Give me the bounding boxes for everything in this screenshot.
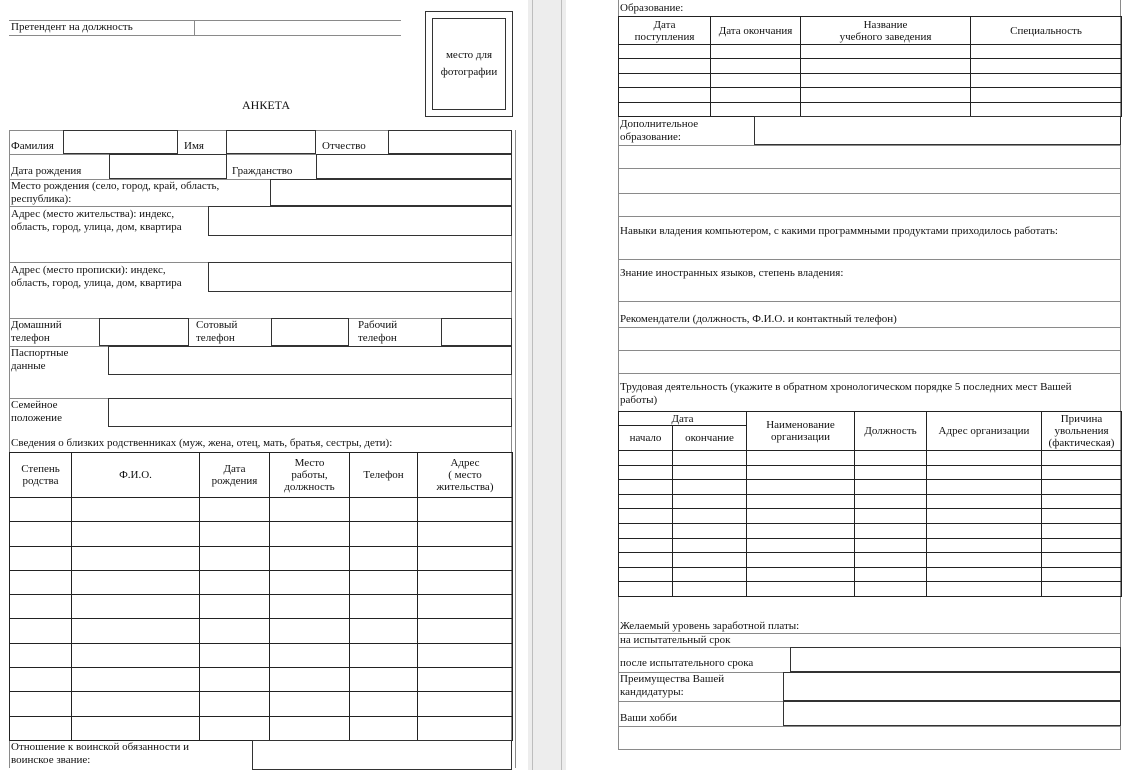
table-cell[interactable]: [673, 582, 747, 597]
applicant-field[interactable]: [195, 21, 400, 35]
table-cell[interactable]: [619, 480, 673, 495]
table-cell[interactable]: [801, 59, 971, 73]
table-cell[interactable]: [619, 567, 673, 582]
additional-education-label: Дополнительное образование:: [620, 118, 699, 143]
additional-education-line4[interactable]: [619, 194, 1120, 216]
table-cell[interactable]: [270, 595, 350, 619]
marital-status-field[interactable]: [108, 398, 512, 427]
table-cell[interactable]: [673, 451, 747, 466]
work-header-address: Адрес организации: [938, 425, 1030, 437]
education-table-body: [619, 45, 1122, 117]
table-cell[interactable]: [200, 692, 270, 716]
table-cell[interactable]: [10, 619, 72, 643]
relatives-header-birthdate: Дата рождения: [211, 463, 258, 487]
photo-placeholder: место для фотографии: [432, 18, 506, 110]
computer-skills-label: Навыки владения компьютером, с какими программными продуктами приходилось работать:: [620, 225, 1058, 237]
table-cell[interactable]: [200, 619, 270, 643]
languages-label: Знание иностранных языков, степень владения:: [620, 267, 844, 279]
table-cell[interactable]: [270, 716, 350, 740]
row-divider: [9, 318, 512, 319]
table-cell[interactable]: [971, 102, 1122, 116]
table-cell[interactable]: [927, 494, 1042, 509]
work-header-cell: [673, 426, 747, 451]
work-header-date-label: Дата: [671, 412, 694, 425]
table-cell[interactable]: [711, 102, 801, 116]
table-cell[interactable]: [350, 692, 418, 716]
relatives-table-row: [10, 570, 513, 594]
additional-education-field[interactable]: [754, 116, 1121, 145]
table-cell[interactable]: [1042, 553, 1122, 568]
relatives-header-cell: [418, 453, 513, 498]
table-cell[interactable]: [270, 570, 350, 594]
table-cell[interactable]: [72, 643, 200, 667]
advantages-label: Преимущества Вашей кандидатуры:: [620, 673, 725, 698]
passport-label: Паспортные данные: [11, 347, 69, 372]
table-cell[interactable]: [801, 88, 971, 102]
table-cell[interactable]: [10, 522, 72, 546]
table-cell[interactable]: [10, 546, 72, 570]
table-cell[interactable]: [619, 465, 673, 480]
table-cell[interactable]: [72, 546, 200, 570]
table-cell[interactable]: [927, 553, 1042, 568]
additional-education-line3[interactable]: [619, 169, 1120, 193]
table-cell[interactable]: [927, 523, 1042, 538]
table-cell[interactable]: [270, 668, 350, 692]
table-cell[interactable]: [200, 668, 270, 692]
table-cell[interactable]: [10, 668, 72, 692]
languages-field[interactable]: [619, 281, 1120, 301]
table-cell[interactable]: [10, 692, 72, 716]
education-table-header: [619, 17, 1122, 45]
table-cell[interactable]: [971, 45, 1122, 59]
table-cell[interactable]: [350, 570, 418, 594]
education-label: Образование:: [620, 2, 684, 14]
form-title: АНКЕТА: [242, 98, 291, 112]
work-header-end: окончание: [685, 432, 734, 444]
table-cell[interactable]: [418, 643, 513, 667]
table-cell[interactable]: [747, 465, 855, 480]
table-cell[interactable]: [1042, 567, 1122, 582]
table-cell[interactable]: [927, 465, 1042, 480]
mobile-phone-field[interactable]: [271, 318, 349, 346]
table-cell[interactable]: [350, 643, 418, 667]
table-cell[interactable]: [801, 102, 971, 116]
probation-label: на испытательный срок: [620, 634, 731, 646]
relatives-table-row: [10, 595, 513, 619]
relatives-table-row: [10, 668, 513, 692]
table-cell[interactable]: [855, 509, 927, 524]
additional-education-line2[interactable]: [619, 146, 1120, 168]
table-cell[interactable]: [747, 480, 855, 495]
form-right-shadow: [515, 130, 516, 768]
advantages-field[interactable]: [783, 672, 1121, 701]
table-cell[interactable]: [350, 668, 418, 692]
computer-skills-field[interactable]: [619, 239, 1120, 259]
row-divider: [618, 259, 1121, 260]
home-phone-label: Домашний телефон: [11, 319, 62, 344]
table-cell[interactable]: [10, 570, 72, 594]
table-cell[interactable]: [855, 494, 927, 509]
address-registration-label: Адрес (место прописки): индекс, область, город, улица, дом, квартира: [11, 264, 182, 289]
address-registration-field-line2[interactable]: [10, 293, 511, 318]
table-cell[interactable]: [200, 570, 270, 594]
table-cell[interactable]: [855, 480, 927, 495]
work-history-table-body: [619, 451, 1122, 597]
relatives-table-row: [10, 692, 513, 716]
photo-frame: [425, 11, 513, 117]
work-history-table-row: [619, 567, 1122, 582]
patronymic-label: Отчество: [322, 140, 366, 152]
table-cell[interactable]: [350, 619, 418, 643]
relatives-header-cell: [10, 453, 72, 498]
applicant-label: Претендент на должность: [11, 21, 133, 33]
table-cell[interactable]: [72, 668, 200, 692]
table-cell[interactable]: [72, 522, 200, 546]
table-cell[interactable]: [350, 522, 418, 546]
relatives-header-cell: [200, 453, 270, 498]
table-cell[interactable]: [855, 465, 927, 480]
work-history-table-row: [619, 538, 1122, 553]
education-table-row: [619, 102, 1122, 116]
table-cell[interactable]: [971, 73, 1122, 87]
table-cell[interactable]: [200, 595, 270, 619]
table-cell[interactable]: [418, 595, 513, 619]
address-residence-label: Адрес (место жительства): индекс, область, город, улица, дом, квартира: [11, 208, 182, 233]
name-label: Имя: [184, 140, 204, 152]
passport-field-line2[interactable]: [10, 376, 511, 398]
work-header-date: [619, 412, 747, 426]
military-label: Отношение к воинской обязанности и воинское звание:: [11, 741, 190, 766]
work-history-table: [618, 411, 1122, 597]
education-table-row: [619, 45, 1122, 59]
table-cell[interactable]: [747, 509, 855, 524]
table-cell[interactable]: [10, 498, 72, 522]
education-header-cell: [971, 17, 1122, 45]
table-cell[interactable]: [619, 523, 673, 538]
address-residence-field-line2[interactable]: [10, 237, 511, 262]
table-cell[interactable]: [619, 494, 673, 509]
table-cell[interactable]: [801, 73, 971, 87]
table-cell[interactable]: [619, 102, 711, 116]
mobile-phone-label: Сотовый телефон: [196, 319, 238, 344]
work-header-reason: Причина увольнения (фактическая): [1048, 413, 1115, 449]
probation-salary-field[interactable]: [790, 634, 1120, 647]
table-cell[interactable]: [270, 692, 350, 716]
surname-label: Фамилия: [11, 140, 54, 152]
table-cell[interactable]: [619, 553, 673, 568]
table-cell[interactable]: [855, 451, 927, 466]
relatives-label: Сведения о близких родственниках (муж, жена, отец, мать, братья, сестры, дети):: [11, 437, 393, 449]
education-header-start: Дата поступления: [634, 18, 695, 43]
table-cell[interactable]: [747, 582, 855, 597]
name-field[interactable]: [226, 130, 316, 154]
table-cell[interactable]: [619, 451, 673, 466]
table-cell[interactable]: [270, 498, 350, 522]
table-cell[interactable]: [350, 595, 418, 619]
table-cell[interactable]: [1042, 465, 1122, 480]
birth-date-field[interactable]: [109, 154, 227, 179]
table-cell[interactable]: [619, 582, 673, 597]
row-divider: [618, 373, 1121, 374]
after-probation-salary-field[interactable]: [790, 647, 1121, 672]
table-cell[interactable]: [673, 523, 747, 538]
table-cell[interactable]: [927, 582, 1042, 597]
work-phone-label: Рабочий телефон: [358, 319, 398, 344]
table-cell[interactable]: [927, 480, 1042, 495]
work-header-position: Должность: [864, 425, 917, 437]
table-cell[interactable]: [619, 59, 711, 73]
table-cell[interactable]: [418, 692, 513, 716]
table-cell[interactable]: [747, 451, 855, 466]
table-cell[interactable]: [350, 498, 418, 522]
table-cell[interactable]: [855, 538, 927, 553]
table-cell[interactable]: [747, 538, 855, 553]
table-cell[interactable]: [72, 692, 200, 716]
education-header-specialty: Специальность: [1010, 24, 1082, 37]
address-residence-field[interactable]: [208, 206, 512, 236]
education-table-row: [619, 59, 1122, 73]
table-cell[interactable]: [711, 45, 801, 59]
table-cell[interactable]: [927, 509, 1042, 524]
table-cell[interactable]: [200, 522, 270, 546]
education-header-end: Дата окончания: [718, 24, 793, 37]
table-cell[interactable]: [1042, 451, 1122, 466]
table-cell[interactable]: [673, 465, 747, 480]
education-table-row: [619, 88, 1122, 102]
education-header-cell: [711, 17, 801, 45]
relatives-table-row: [10, 522, 513, 546]
references-field-1[interactable]: [619, 328, 1120, 350]
citizenship-field[interactable]: [316, 154, 512, 179]
relatives-table-header: [10, 453, 513, 498]
relatives-table-row: [10, 619, 513, 643]
work-history-table-row: [619, 582, 1122, 597]
references-field-2[interactable]: [619, 351, 1120, 373]
table-cell[interactable]: [270, 643, 350, 667]
hobbies-field-line2[interactable]: [619, 727, 1120, 749]
passport-field[interactable]: [108, 346, 512, 375]
form-page-1: [0, 0, 528, 770]
table-cell[interactable]: [673, 567, 747, 582]
relatives-table-row: [10, 546, 513, 570]
relatives-table-row: [10, 498, 513, 522]
hobbies-label: Ваши хобби: [620, 712, 677, 724]
birth-date-label: Дата рождения: [11, 165, 82, 177]
table-cell[interactable]: [747, 494, 855, 509]
table-cell[interactable]: [270, 522, 350, 546]
table-cell[interactable]: [418, 570, 513, 594]
relatives-table-row: [10, 716, 513, 740]
work-phone-field[interactable]: [441, 318, 512, 346]
table-cell[interactable]: [619, 45, 711, 59]
relatives-header-phone: Телефон: [363, 469, 404, 481]
table-cell[interactable]: [971, 88, 1122, 102]
table-cell[interactable]: [711, 73, 801, 87]
work-history-table-row: [619, 480, 1122, 495]
work-header-cell: [927, 412, 1042, 451]
work-history-table-row: [619, 465, 1122, 480]
relatives-header-kinship: Степень родства: [21, 463, 60, 487]
references-label: Рекомендатели (должность, Ф.И.О. и контактный телефон): [620, 313, 897, 325]
form-bottom-border: [618, 749, 1121, 750]
table-cell[interactable]: [747, 553, 855, 568]
marital-status-label: Семейное положение: [11, 399, 62, 424]
table-cell[interactable]: [1042, 509, 1122, 524]
table-cell[interactable]: [72, 570, 200, 594]
table-cell[interactable]: [72, 619, 200, 643]
table-cell[interactable]: [418, 716, 513, 740]
table-cell[interactable]: [72, 716, 200, 740]
relatives-header-workplace: Место работы, должность: [284, 457, 335, 493]
table-cell[interactable]: [747, 523, 855, 538]
table-cell[interactable]: [927, 451, 1042, 466]
row-divider: [618, 216, 1121, 217]
relatives-header-address: Адрес ( место жительства): [436, 457, 494, 493]
table-cell[interactable]: [673, 538, 747, 553]
education-header-institution: Название учебного заведения: [839, 18, 932, 43]
table-cell[interactable]: [200, 546, 270, 570]
table-cell[interactable]: [673, 509, 747, 524]
table-cell[interactable]: [1042, 480, 1122, 495]
relatives-header-cell: [270, 453, 350, 498]
military-field[interactable]: [252, 740, 512, 770]
table-cell[interactable]: [673, 480, 747, 495]
patronymic-field[interactable]: [388, 130, 512, 154]
work-history-table-row: [619, 553, 1122, 568]
work-header-cell: [1042, 412, 1122, 451]
table-cell[interactable]: [927, 538, 1042, 553]
work-header-cell: [619, 426, 673, 451]
table-cell[interactable]: [1042, 523, 1122, 538]
form-page-2: [566, 0, 1140, 770]
work-header-start: начало: [629, 432, 662, 444]
table-cell[interactable]: [350, 716, 418, 740]
applicant-row-bottom-border: [9, 35, 401, 36]
after-probation-label: после испытательного срока: [620, 657, 754, 669]
table-cell[interactable]: [200, 643, 270, 667]
table-cell[interactable]: [10, 716, 72, 740]
table-cell[interactable]: [971, 59, 1122, 73]
table-cell[interactable]: [927, 567, 1042, 582]
table-cell[interactable]: [1042, 538, 1122, 553]
education-table-row: [619, 73, 1122, 87]
citizenship-label: Гражданство: [232, 165, 293, 177]
work-header-organization: Наименование организации: [766, 419, 835, 443]
table-cell[interactable]: [10, 643, 72, 667]
table-cell[interactable]: [72, 595, 200, 619]
table-cell[interactable]: [855, 553, 927, 568]
table-cell[interactable]: [619, 509, 673, 524]
work-history-table-row: [619, 523, 1122, 538]
table-cell[interactable]: [418, 498, 513, 522]
relatives-table: [9, 452, 513, 741]
table-cell[interactable]: [711, 88, 801, 102]
address-registration-field[interactable]: [208, 262, 512, 292]
table-cell[interactable]: [418, 522, 513, 546]
table-cell[interactable]: [855, 523, 927, 538]
table-cell[interactable]: [747, 567, 855, 582]
work-history-table-row: [619, 494, 1122, 509]
table-cell[interactable]: [418, 546, 513, 570]
table-cell[interactable]: [711, 59, 801, 73]
page-gutter: [528, 0, 566, 770]
table-cell[interactable]: [619, 88, 711, 102]
table-cell[interactable]: [200, 716, 270, 740]
birth-place-field[interactable]: [270, 179, 512, 206]
relatives-header-cell: [350, 453, 418, 498]
table-cell[interactable]: [270, 619, 350, 643]
work-header-cell: [747, 412, 855, 451]
table-cell[interactable]: [855, 582, 927, 597]
education-header-cell: [801, 17, 971, 45]
surname-field[interactable]: [63, 130, 178, 154]
table-cell[interactable]: [673, 553, 747, 568]
table-cell[interactable]: [72, 498, 200, 522]
table-cell[interactable]: [200, 498, 270, 522]
relatives-header-cell: [72, 453, 200, 498]
table-cell[interactable]: [801, 45, 971, 59]
relatives-header-fullname: Ф.И.О.: [119, 469, 152, 481]
hobbies-field[interactable]: [783, 701, 1121, 726]
education-header-cell: [619, 17, 711, 45]
work-table-header-row-1: [619, 412, 1122, 426]
birth-place-label: Место рождения (село, город, край, область, республика):: [11, 180, 220, 205]
work-history-table-row: [619, 509, 1122, 524]
home-phone-field[interactable]: [99, 318, 189, 346]
table-cell[interactable]: [619, 73, 711, 87]
table-cell[interactable]: [350, 546, 418, 570]
work-history-label: Трудовая деятельность (укажите в обратном хронологическом порядке 5 последних мест Вашей работы): [620, 381, 1072, 406]
table-cell[interactable]: [855, 567, 927, 582]
table-cell[interactable]: [673, 494, 747, 509]
work-header-cell: [855, 412, 927, 451]
relatives-table-body: [10, 498, 513, 741]
table-cell[interactable]: [1042, 494, 1122, 509]
table-cell[interactable]: [10, 595, 72, 619]
table-cell[interactable]: [619, 538, 673, 553]
row-divider: [618, 301, 1121, 302]
table-cell[interactable]: [1042, 582, 1122, 597]
education-table: [618, 16, 1122, 117]
table-cell[interactable]: [418, 668, 513, 692]
relatives-table-row: [10, 643, 513, 667]
table-cell[interactable]: [418, 619, 513, 643]
salary-label: Желаемый уровень заработной платы:: [620, 620, 800, 632]
work-history-table-row: [619, 451, 1122, 466]
table-cell[interactable]: [270, 546, 350, 570]
